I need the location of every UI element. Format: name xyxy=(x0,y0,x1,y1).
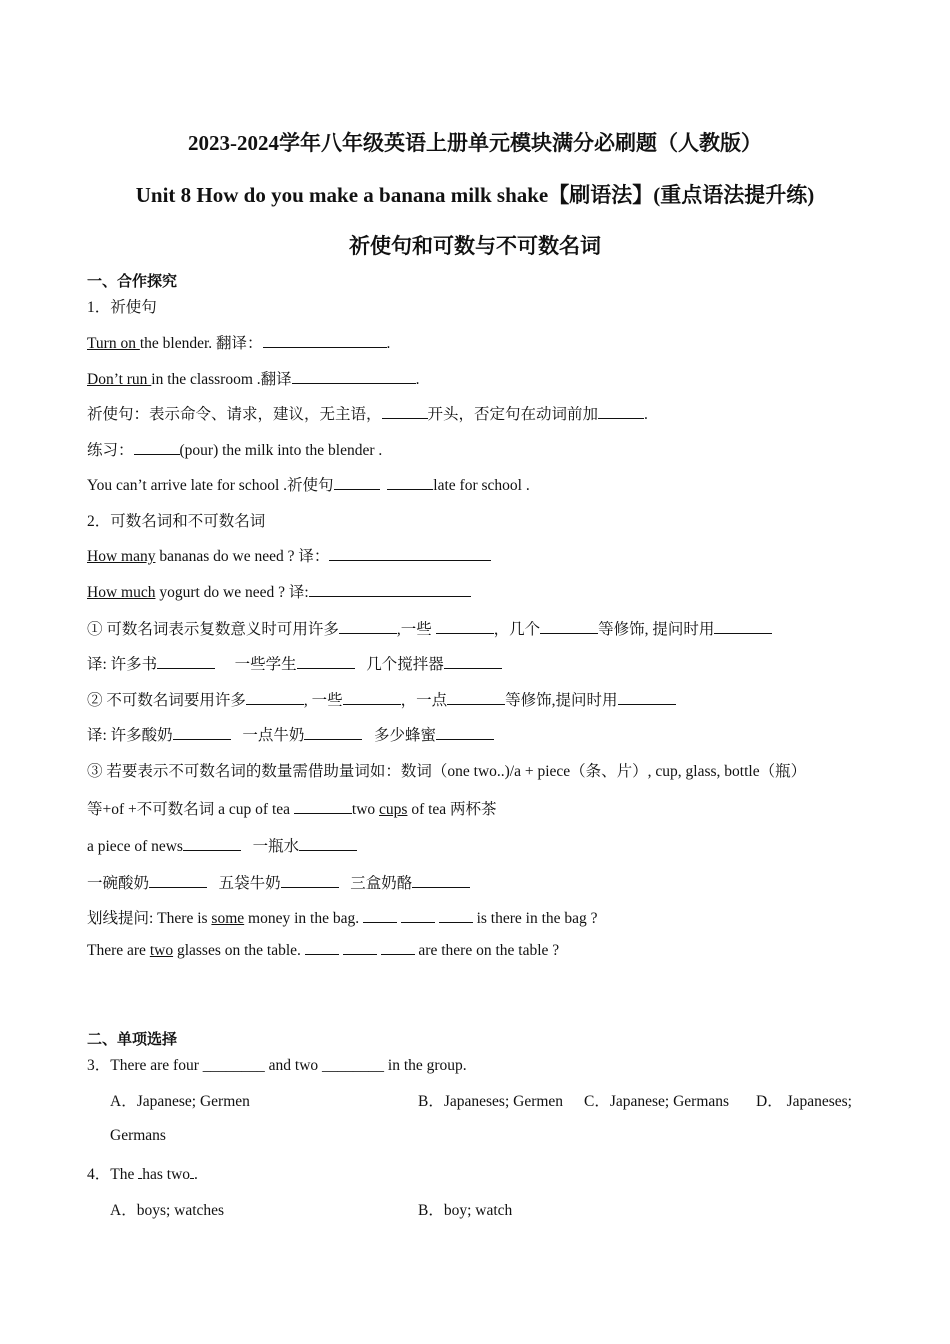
answer-blank[interactable] xyxy=(436,727,494,740)
line-cup-of-tea: 等+of +不可数名词 a cup of tea two cups of tea 两杯茶 xyxy=(87,801,497,818)
answer-blank[interactable] xyxy=(183,838,241,851)
underlined-phrase: How many xyxy=(87,548,156,565)
line-question-two: There are two glasses on the table. are there on the table ? xyxy=(87,942,560,959)
answer-blank[interactable] xyxy=(299,838,357,851)
line-how-many: How many bananas do we need ? 译： xyxy=(87,544,491,566)
line-yogurt-milk-cheese: 一碗酸奶 五袋牛奶 三盒奶酪 xyxy=(87,871,470,893)
q4-option-b[interactable]: B．boy; watch xyxy=(418,1202,513,1219)
answer-blank[interactable] xyxy=(387,477,433,490)
q3-option-d[interactable]: D． Japaneses; xyxy=(756,1093,852,1110)
underlined-phrase: How much xyxy=(87,584,156,601)
answer-blank[interactable] xyxy=(401,910,435,923)
answer-blank[interactable] xyxy=(436,621,494,634)
q3-option-b[interactable]: B．Japaneses; Germen xyxy=(418,1093,564,1110)
answer-blank[interactable] xyxy=(343,942,377,955)
line-how-much: How much yogurt do we need ? 译: xyxy=(87,580,471,602)
answer-blank[interactable] xyxy=(439,910,473,923)
line-uncountable-rule: ② 不可数名词要用许多 , 一些 ，一点 等修饰,提问时用 xyxy=(87,688,676,710)
answer-blank[interactable] xyxy=(339,621,397,634)
answer-blank[interactable] xyxy=(304,727,362,740)
line-turn-on: Turn on the blender. 翻译： . xyxy=(87,335,391,352)
item-title-nouns: 2．可数名词和不可数名词 xyxy=(87,513,266,530)
section-heading-single-choice: 二、单项选择 xyxy=(87,1030,178,1048)
answer-blank[interactable] xyxy=(292,371,416,384)
answer-blank[interactable] xyxy=(540,621,598,634)
line-measure-words: ③ 若要表示不可数名词的数量需借助量词如：数词（one two..)/a + piece（条、片）, cup, glass, bottle（瓶） xyxy=(87,763,807,780)
q3-option-c[interactable]: C．Japanese; Germans xyxy=(584,1093,730,1110)
answer-blank[interactable] xyxy=(447,692,505,705)
line-imperative-rule: 祈使句：表示命令、请求，建议，无主语， 开头，否定句在动词前加 . xyxy=(87,406,648,423)
underlined-word: two xyxy=(149,942,174,959)
answer-blank[interactable] xyxy=(412,875,470,888)
underlined-phrase: Turn on xyxy=(87,335,140,352)
item-title-imperative: 1．祈使句 xyxy=(87,299,157,316)
doc-title: 2023-2024学年八年级英语上册单元模块满分必刷题（人教版） xyxy=(188,131,762,155)
doc-subtitle: Unit 8 How do you make a banana milk shake【刷语法】(重点语法提升练) xyxy=(135,183,815,207)
question-4: 4．The has two . xyxy=(87,1166,198,1183)
line-uncountable-translate: 译: 许多酸奶 一点牛奶 多少蜂蜜 xyxy=(87,723,494,745)
line-countable-translate: 译: 许多书 一些学生 几个搅拌器 xyxy=(87,652,502,674)
answer-blank[interactable] xyxy=(305,942,339,955)
underlined-phrase: Don’t run xyxy=(87,371,152,388)
answer-blank[interactable] xyxy=(382,406,428,419)
answer-blank[interactable] xyxy=(173,727,231,740)
answer-blank[interactable] xyxy=(157,656,215,669)
line-arrive-late: You can’t arrive late for school .祈使句 late for school . xyxy=(87,477,530,494)
answer-blank[interactable] xyxy=(343,692,401,705)
line-piece-of-news: a piece of news 一瓶水 xyxy=(87,834,357,856)
q4-option-a[interactable]: A．boys; watches xyxy=(110,1202,225,1219)
line-dont-run: Don’t run in the classroom .翻译 . xyxy=(87,371,420,388)
answer-blank[interactable] xyxy=(246,692,304,705)
answer-blank[interactable] xyxy=(281,875,339,888)
answer-blank[interactable] xyxy=(149,875,207,888)
q3-option-d-continued: Germans xyxy=(110,1127,166,1144)
answer-blank[interactable] xyxy=(714,621,772,634)
answer-blank[interactable] xyxy=(618,692,676,705)
section-heading-cooperative-inquiry: 一、合作探究 xyxy=(87,272,178,290)
answer-blank[interactable] xyxy=(134,442,180,455)
answer-blank[interactable] xyxy=(334,477,380,490)
answer-blank[interactable] xyxy=(329,548,491,561)
answer-blank[interactable] xyxy=(297,656,355,669)
answer-blank[interactable] xyxy=(294,801,352,814)
question-3: 3．There are four ________ and two ________ in the group. xyxy=(87,1057,467,1074)
answer-blank[interactable] xyxy=(381,942,415,955)
underlined-word: some xyxy=(211,910,245,927)
answer-blank[interactable] xyxy=(444,656,502,669)
line-countable-rule: ① 可数名词表示复数意义时可用许多 ,一些 ，几个 等修饰, 提问时用 xyxy=(87,617,772,639)
underlined-word: cups xyxy=(379,801,408,818)
line-practice: 练习： (pour) the milk into the blender . xyxy=(87,442,383,459)
answer-blank[interactable] xyxy=(263,335,387,348)
answer-blank[interactable] xyxy=(309,584,471,597)
line-question-some: 划线提问: There is some money in the bag. is there in the bag ? xyxy=(87,910,598,927)
doc-topic: 祈使句和可数与不可数名词 xyxy=(349,234,601,258)
q3-option-a[interactable]: A．Japanese; Germen xyxy=(110,1093,250,1110)
answer-blank[interactable] xyxy=(598,406,644,419)
answer-blank[interactable] xyxy=(363,910,397,923)
